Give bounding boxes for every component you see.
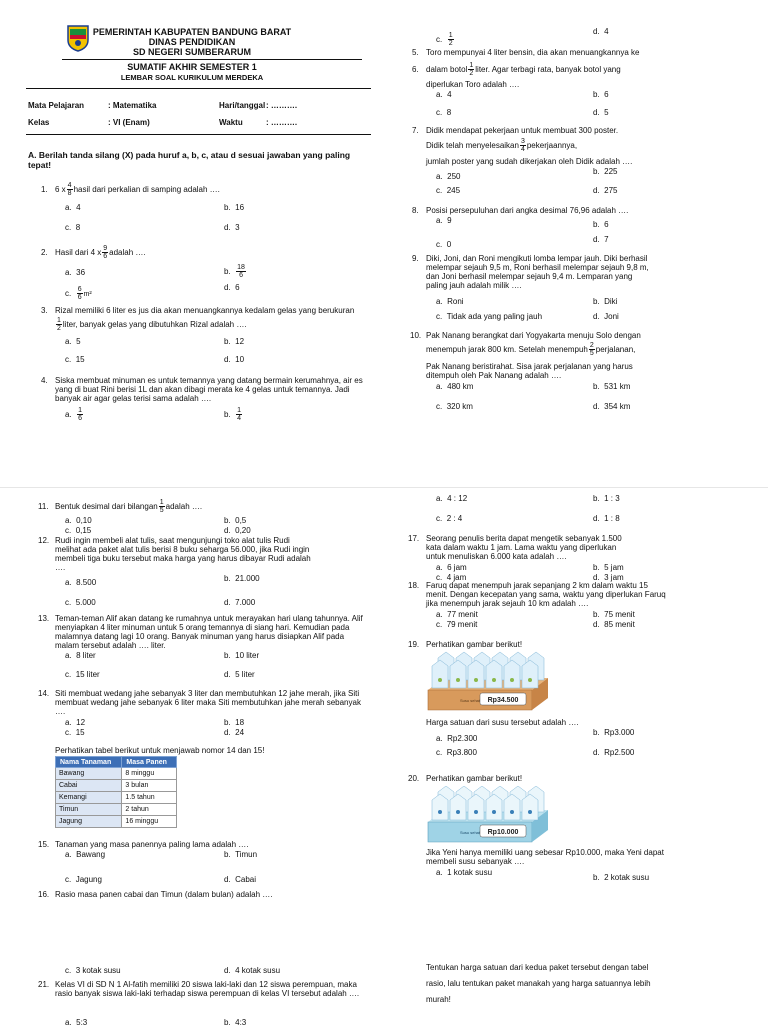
q18-option-c[interactable]: c. 79 menit [436, 620, 478, 629]
q11-option-a[interactable]: a. 0,10 [65, 516, 92, 525]
milk-box-pack-image [424, 786, 552, 844]
q10-number: 10. [410, 331, 422, 340]
time-label: Waktu [219, 118, 243, 127]
section-a-instruction: A. Berilah tanda silang (X) pada huruf a, b, c, atau d sesuai jawaban yang paling tepat! [28, 150, 351, 170]
q2-number: 2. [41, 248, 48, 257]
harvest-table-heading: Masa Panen [122, 757, 177, 768]
subject-label: Mata Pelajaran [28, 101, 85, 110]
q12-text: Rudi ingin membeli alat tulis, saat mengunjungi toko alat tulis Rudi melihat ada paket alat tulis berisi 8 buku seharga 56.000, jika Rudi ingin membeli tiga buku tersebut maka harga yang harus dibayar Rudi adalah …. [55, 536, 311, 572]
q7-option-d[interactable]: d. 275 [593, 186, 618, 195]
q17-option-b[interactable]: b. 5 jam [593, 563, 624, 572]
plant-name-cell: Timun [56, 804, 122, 816]
plant-name-cell: Cabai [56, 780, 122, 792]
q20-option-a[interactable]: a. 1 kotak susu [436, 868, 493, 877]
q21-option-b[interactable]: b. 4:3 [224, 1018, 247, 1027]
harvest-period-cell: 16 minggu [122, 816, 177, 828]
q19-option-d[interactable]: d. Rp2.500 [593, 748, 635, 757]
q4-number: 4. [41, 376, 48, 385]
q19-option-a[interactable]: a. Rp2.300 [436, 734, 478, 743]
q7-line3: jumlah poster yang sudah dikerjakan oleh Didik adalah …. [426, 157, 633, 166]
q1-option-b[interactable]: b. 16 [224, 203, 245, 212]
q16-option-c[interactable]: c. 2 : 4 [436, 514, 463, 523]
q13-option-d[interactable]: d. 5 liter [224, 670, 255, 679]
table-intro: Perhatikan tabel berikut untuk menjawab nomor 14 dan 15! [55, 746, 265, 755]
q17-text: Seorang penulis berita dapat mengetik sebanyak 1.500 kata dalam waktu 1 jam. Lama waktu yang diperlukan untuk menuliskan 6.000 kata adalah …. [426, 534, 622, 561]
q19-option-b[interactable]: b. Rp3.000 [593, 728, 635, 737]
subject-value: : Matematika [108, 101, 157, 110]
q11-text: Bentuk desimal dari bilangan $\frac{1}{5}$ adalah …. [55, 499, 203, 515]
q13-option-c[interactable]: c. 15 liter [65, 670, 100, 679]
q16-option-d[interactable]: d. 1 : 8 [593, 514, 620, 523]
q2-option-d[interactable]: d. 6 [224, 283, 240, 292]
q20-price-tag: Rp10.000 [487, 829, 519, 836]
q11-number: 11. [38, 502, 49, 511]
q10-line3: Pak Nanang beristirahat. Sisa jarak perjalanan yang harus ditempuh oleh Pak Nanang adalah …. [426, 362, 633, 380]
time-value: : ………. [266, 118, 298, 127]
class-value: : VI (Enam) [108, 118, 150, 127]
exam-title: SUMATIF AKHIR SEMESTER 1 [127, 62, 257, 72]
q2-text: Hasil dari 4 x $\frac{9}{6}$ adalah …. [55, 245, 146, 261]
q17-option-d[interactable]: d. 3 jam [593, 573, 624, 582]
q20-option-b[interactable]: b. 2 kotak susu [593, 873, 650, 882]
q14-number: 14. [38, 689, 50, 698]
q20-option-c[interactable]: c. 3 kotak susu [65, 966, 121, 975]
q5-number: 5. [412, 48, 419, 57]
q6-text: dalam botol $\frac{1}{2}$ liter. Agar terbagi rata, banyak botol yang [426, 62, 621, 78]
q9-option-b[interactable]: b. Diki [593, 297, 618, 306]
q2-option-c[interactable]: c. $\frac{6}{6}$ m² [65, 286, 92, 302]
q20-option-d[interactable]: d. 4 kotak susu [224, 966, 281, 975]
q10-option-d[interactable]: d. 354 km [593, 402, 631, 411]
q8-option-d[interactable]: d. 7 [593, 235, 609, 244]
q8-option-a[interactable]: a. 9 [436, 216, 452, 225]
q1-text: 6 x $\frac{4}{8}$ hasil dari perkalian di samping adalah …. [55, 182, 220, 198]
q17-number: 17. [408, 534, 420, 543]
q12-option-b[interactable]: b. 21.000 [224, 574, 260, 583]
q10-line1: Pak Nanang berangkat dari Yogyakarta menuju Solo dengan [426, 331, 641, 340]
q19-price-tag: Rp34.500 [487, 697, 519, 704]
q19-number: 19. [408, 640, 420, 649]
q13-option-b[interactable]: b. 10 liter [224, 651, 260, 660]
q6-option-a[interactable]: a. 4 [436, 90, 452, 99]
q9-option-a[interactable]: a. Roni [436, 297, 464, 306]
q6-option-c[interactable]: c. 8 [436, 108, 452, 117]
q9-option-d[interactable]: d. Joni [593, 312, 619, 321]
q18-option-a[interactable]: a. 77 menit [436, 610, 478, 619]
header-agency: DINAS PENDIDIKAN [148, 37, 236, 47]
q3-option-d[interactable]: d. 10 [224, 355, 245, 364]
plant-name-cell: Bawang [56, 768, 122, 780]
q6-number: 6. [412, 65, 419, 74]
harvest-period-cell: 1.5 tahun [122, 792, 177, 804]
header-divider [62, 59, 362, 60]
q7-number: 7. [412, 126, 419, 135]
q3-option-c[interactable]: c. 15 [65, 355, 85, 364]
worksheet-page-1 [0, 0, 768, 512]
q2-option-a[interactable]: a. 36 [65, 268, 86, 277]
q14-text: Siti membuat wedang jahe sebanyak 3 liter dan membutuhkan 12 jahe merah, jika Siti membuat wedang jahe sebanyak 6 liter maka Siti membutuhkan jahe merah sebanyak …. [55, 689, 361, 716]
table-row [56, 768, 177, 780]
q13-option-a[interactable]: a. 8 liter [65, 651, 96, 660]
q18-number: 18. [408, 581, 420, 590]
q19-tag-label: Susu sehat [460, 698, 481, 703]
q7-option-c[interactable]: c. 245 [436, 186, 461, 195]
date-label: Hari/tanggal [219, 101, 266, 110]
q7-line2: Didik telah menyelesaikan $\frac{3}{4}$ pekerjaannya, [426, 138, 578, 154]
q21-option-a[interactable]: a. 5:3 [65, 1018, 88, 1027]
q10-option-c[interactable]: c. 320 km [436, 402, 473, 411]
q3-option-b[interactable]: b. 12 [224, 337, 245, 346]
q12-option-d[interactable]: d. 7.000 [224, 598, 256, 607]
q11-option-b[interactable]: b. 0,5 [224, 516, 247, 525]
q11-option-d[interactable]: d. 0,20 [224, 526, 251, 535]
q9-option-c[interactable]: c. Tidak ada yang paling jauh [436, 312, 543, 321]
table-row [56, 780, 177, 792]
q18-option-d[interactable]: d. 85 menit [593, 620, 635, 629]
q20-instruction: Perhatikan gambar berikut! [426, 774, 523, 783]
harvest-table-heading: Nama Tanaman [56, 757, 122, 768]
q3-line1: Rizal memiliki 6 liter es jus dia akan menuangkannya kedalam gelas yang berukuran [55, 306, 355, 315]
q18-option-b[interactable]: b. 75 menit [593, 610, 635, 619]
q7-line1: Didik mendapat pekerjaan untuk membuat 300 poster. [426, 126, 619, 135]
sheet-title: LEMBAR SOAL KURIKULUM MERDEKA [120, 73, 264, 82]
q8-text: Posisi persepuluhan dari angka desimal 76,96 adalah …. [426, 206, 629, 215]
q11-option-c[interactable]: c. 0,15 [65, 526, 92, 535]
q4-option-b[interactable]: b. $\frac{1}{4}$ [224, 407, 242, 423]
q15-option-c[interactable]: c. Jagung [65, 875, 102, 884]
q20-question: Jika Yeni hanya memiliki uang sebesar Rp10.000, maka Yeni dapat membeli susu sebanyak …. [426, 848, 664, 866]
harvest-period-cell: 2 tahun [122, 804, 177, 816]
q1-option-a[interactable]: a. 4 [65, 203, 81, 212]
q6-option-b[interactable]: b. 6 [593, 90, 609, 99]
milk-crate-image [424, 650, 552, 712]
q19-question: Harga satuan dari susu tersebut adalah …. [426, 718, 579, 727]
harvest-table-header [56, 757, 177, 768]
q21-number: 21. [38, 980, 50, 989]
plant-name-cell: Jagung [56, 816, 122, 828]
q21-text: Kelas VI di SD N 1 Al-fatih memiliki 20 siswa laki-laki dan 12 siswa perempuan, maka rasio banyak siswa laki-laki terhadap siswa perempuan di kelas VI tersebut adalah …. [55, 980, 360, 998]
q3-number: 3. [41, 306, 48, 315]
q8-number: 8. [412, 206, 419, 215]
harvest-period-cell: 8 minggu [122, 768, 177, 780]
q9-number: 9. [412, 254, 419, 263]
class-label: Kelas [28, 118, 50, 127]
q15-text: Tanaman yang masa panennya paling lama adalah …. [55, 840, 249, 849]
q8-option-b[interactable]: b. 6 [593, 220, 609, 229]
date-value: : ………. [266, 101, 298, 110]
q17-option-a[interactable]: a. 6 jam [436, 563, 467, 572]
q2-option-b[interactable]: b. $\frac{18}{6}$ [224, 264, 245, 280]
q14-option-a[interactable]: a. 12 [65, 718, 86, 727]
q19-instruction: Perhatikan gambar berikut! [426, 640, 523, 649]
q10-line2: menempuh jarak 800 km. Setelah menempuh $\frac{2}{5}$ perjalanan, [426, 342, 636, 358]
info-divider-bottom [26, 134, 371, 135]
q1-number: 1. [41, 185, 48, 194]
q12-number: 12. [38, 536, 50, 545]
q4-option-c[interactable]: c. $\frac{1}{2}$ [436, 32, 453, 48]
table-row [56, 816, 177, 828]
q14-option-b[interactable]: b. 18 [224, 718, 245, 727]
header-school: SD NEGERI SUMBERARUM [132, 47, 251, 57]
worksheet-page-2 [0, 487, 768, 1027]
q15-number: 15. [38, 840, 50, 849]
q3-line2: $\frac{1}{2}$ liter, banyak gelas yang dibutuhkan Rizal adalah …. [57, 317, 247, 333]
q3-option-a[interactable]: a. 5 [65, 337, 81, 346]
q10-option-b[interactable]: b. 531 km [593, 382, 631, 391]
note-instruction: Tentukan harga satuan dari kedua paket tersebut dengan tabel rasio, lalu tentukan paket manakah yang harga satuannya lebih murah! [426, 963, 651, 1004]
q15-option-b[interactable]: b. Timun [224, 850, 258, 859]
q4-option-a[interactable]: a. $\frac{1}{6}$ [65, 407, 83, 423]
q1-option-d[interactable]: d. 3 [224, 223, 240, 232]
harvest-table [55, 756, 177, 828]
q14-option-d[interactable]: d. 24 [224, 728, 245, 737]
q18-text: Faruq dapat menempuh jarak sepanjang 2 km dalam waktu 15 menit. Dengan kecepatan yang sama, waktu yang diperlukan Faruq jika menempuh jarak sejauh 10 km adalah …. [426, 581, 666, 608]
q6-line3: diperlukan Toro adalah …. [426, 80, 520, 89]
q8-option-c[interactable]: c. 0 [436, 240, 452, 249]
q16-option-a[interactable]: a. 4 : 12 [436, 494, 468, 503]
q16-number: 16. [38, 890, 50, 899]
q15-option-a[interactable]: a. Bawang [65, 850, 106, 859]
q7-option-a[interactable]: a. 250 [436, 172, 461, 181]
q5-text: Toro mempunyai 4 liter bensin, dia akan menuangkannya ke [426, 48, 640, 57]
q13-text: Teman-teman Alif akan datang ke rumahnya untuk merayakan hari ulang tahunnya. Alif menyiapkan 4 liter minuman untuk 5 orang temannya di siang hari. Kemudian pada malamnya datang lagi 10 orang. Banyak minuman yang harus disiapkan Alif pada malam tersebut adalah …. liter. [55, 614, 363, 650]
q9-text: Diki, Joni, dan Roni mengikuti lomba lempar jauh. Diki berhasil melempar sejauh 9,5 m, Roni berhasil melempar sejauh 9,8 m, dan Joni berhasil melempar sejauh 9,4 m. Lemparan yang paling jauh adalah milik …. [426, 254, 649, 290]
q12-option-c[interactable]: c. 5.000 [65, 598, 96, 607]
q16-text: Rasio masa panen cabai dan Timun (dalam bulan) adalah …. [55, 890, 273, 899]
q16-option-b[interactable]: b. 1 : 3 [593, 494, 620, 503]
q10-option-a[interactable]: a. 480 km [436, 382, 474, 391]
harvest-period-cell: 3 bulan [122, 780, 177, 792]
q20-number: 20. [408, 774, 420, 783]
q4-text: Siska membuat minuman es untuk temannya yang datang bermain kerumahnya, air es yang di buat Rini berisi 1L dan akan dibagi merata ke 4 gelas untuk temannya. Jadi banyak air agar gelas terisi sama adalah …. [55, 376, 363, 403]
q13-number: 13. [38, 614, 50, 623]
plant-name-cell: Kemangi [56, 792, 122, 804]
q20-tag-label: Susu sehat [460, 830, 481, 835]
q14-option-c[interactable]: c. 15 [65, 728, 85, 737]
header-government: PEMERINTAH KABUPATEN BANDUNG BARAT [92, 27, 292, 37]
q12-option-a[interactable]: a. 8.500 [65, 578, 97, 587]
info-divider-top [26, 88, 371, 89]
regency-logo [66, 24, 90, 52]
q19-option-c[interactable]: c. Rp3.800 [436, 748, 477, 757]
q1-option-c[interactable]: c. 8 [65, 223, 81, 232]
q15-option-d[interactable]: d. Cabai [224, 875, 257, 884]
q6-option-d[interactable]: d. 5 [593, 108, 609, 117]
table-row [56, 804, 177, 816]
q7-option-b[interactable]: b. 225 [593, 167, 618, 176]
q17-option-c[interactable]: c. 4 jam [436, 573, 467, 582]
q4-option-d[interactable]: d. 4 [593, 27, 609, 36]
table-row [56, 792, 177, 804]
